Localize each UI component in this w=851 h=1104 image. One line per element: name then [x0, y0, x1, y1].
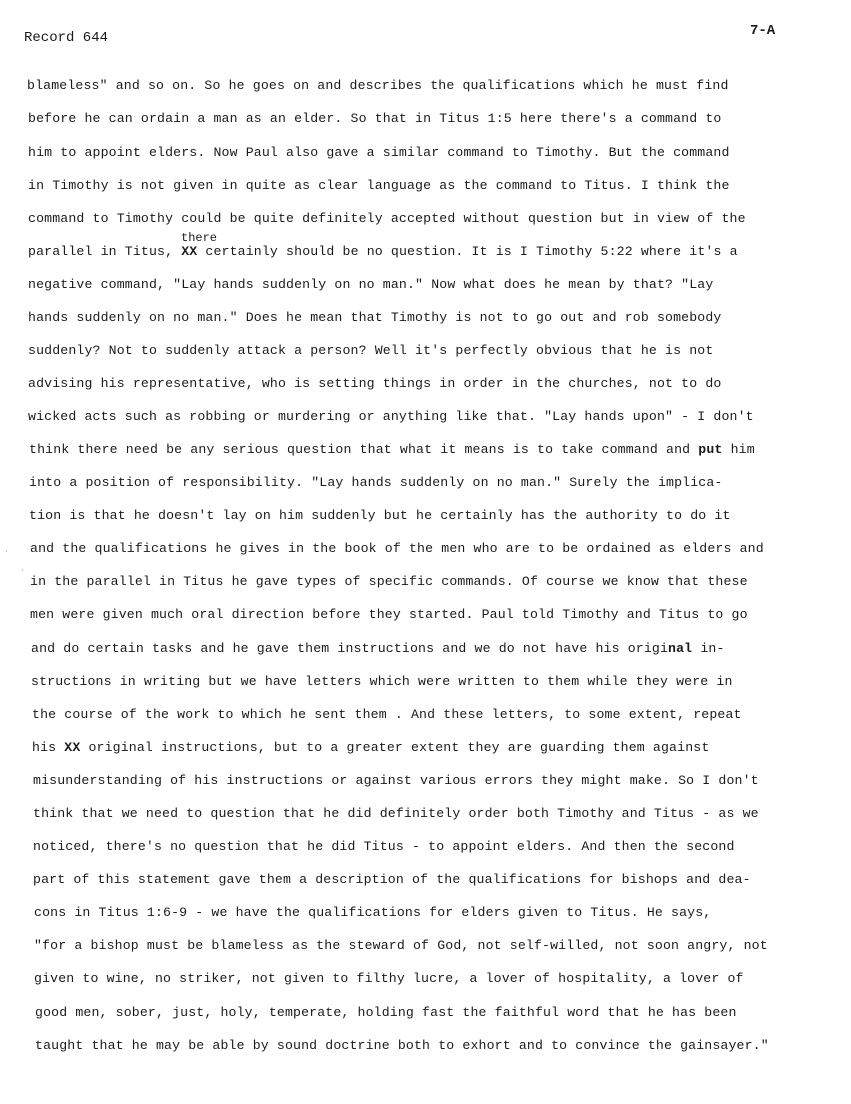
text-line: men were given much oral direction before they started. Paul told Timothy and Titus to go	[30, 607, 748, 622]
text-line: tion is that he doesn't lay on him suddenly but he certainly has the authority to do it	[29, 508, 731, 523]
text-line: before he can ordain a man as an elder. So that in Titus 1:5 here there's a command to	[28, 111, 722, 126]
record-number: Record 644	[24, 30, 109, 46]
text-line: advising his representative, who is setting things in order in the churches, not to do	[28, 376, 722, 391]
paper-speck: ·	[20, 566, 25, 575]
text-line: misunderstanding of his instructions or against various errors they might make. So I don't	[33, 773, 759, 788]
text-line: command to Timothy could be quite definitely accepted without question but in view of the	[28, 211, 746, 226]
text-line: into a position of responsibility. "Lay hands suddenly on no man." Surely the implica-	[29, 475, 723, 490]
text-line: in Timothy is not given in quite as clear language as the command to Titus. I think the	[28, 178, 730, 193]
text-line: cons in Titus 1:6-9 - we have the qualifications for elders given to Titus. He says,	[34, 905, 712, 920]
strikeover-mark: XX	[181, 244, 198, 259]
text-line: given to wine, no striker, not given to filthy lucre, a lover of hospitality, a lover of	[34, 971, 744, 986]
text-line: blameless" and so on. So he goes on and describes the qualifications which he must find	[27, 78, 729, 93]
text-line: him to appoint elders. Now Paul also gave a similar command to Timothy. But the command	[28, 145, 730, 160]
text-line: noticed, there's no question that he did Titus - to appoint elders. And then the second	[33, 839, 735, 854]
text-line: structions in writing but we have letters which were written to them while they were in	[31, 674, 733, 689]
strikeover-mark: put	[698, 442, 723, 457]
text-line: think there need be any serious question that what it means is to take command and put him	[29, 442, 755, 457]
text-line: good men, sober, just, holy, temperate, holding fast the faithful word that he has been	[35, 1005, 737, 1020]
strikeover-mark: nal	[668, 641, 693, 656]
paper-speck: ·	[4, 547, 9, 556]
text-line: part of this statement gave them a description of the qualifications for bishops and dea-	[33, 872, 751, 887]
text-line: his XX original instructions, but to a greater extent they are guarding them against	[32, 740, 710, 755]
text-line: suddenly? Not to suddenly attack a person? Well it's perfectly obvious that he is not	[28, 343, 714, 358]
text-line: "for a bishop must be blameless as the steward of God, not self-willed, not soon angry, not	[34, 938, 768, 953]
text-line: parallel in Titus, XX certainly should be no question. It is I Timothy 5:22 where it's a	[28, 244, 738, 259]
page-number: 7-A	[750, 23, 776, 39]
text-line: negative command, "Lay hands suddenly on no man." Now what does he mean by that? "Lay	[28, 277, 714, 292]
text-line: and do certain tasks and he gave them instructions and we do not have his original in-	[31, 641, 725, 656]
strikeover-mark: XX	[64, 740, 81, 755]
text-line: and the qualifications he gives in the book of the men who are to be ordained as elders and	[30, 541, 764, 556]
text-line: in the parallel in Titus he gave types of specific commands. Of course we know that these	[30, 574, 748, 589]
text-line: wicked acts such as robbing or murdering or anything like that. "Lay hands upon" - I don't	[28, 409, 754, 424]
interlinear-insertion: there	[181, 231, 218, 245]
text-line: hands suddenly on no man." Does he mean that Timothy is not to go out and rob somebody	[28, 310, 722, 325]
text-line: the course of the work to which he sent them . And these letters, to some extent, repeat	[32, 707, 742, 722]
text-line: think that we need to question that he did definitely order both Timothy and Titus - as we	[33, 806, 759, 821]
text-line: taught that he may be able by sound doctrine both to exhort and to convince the gainsayer."	[35, 1038, 769, 1053]
